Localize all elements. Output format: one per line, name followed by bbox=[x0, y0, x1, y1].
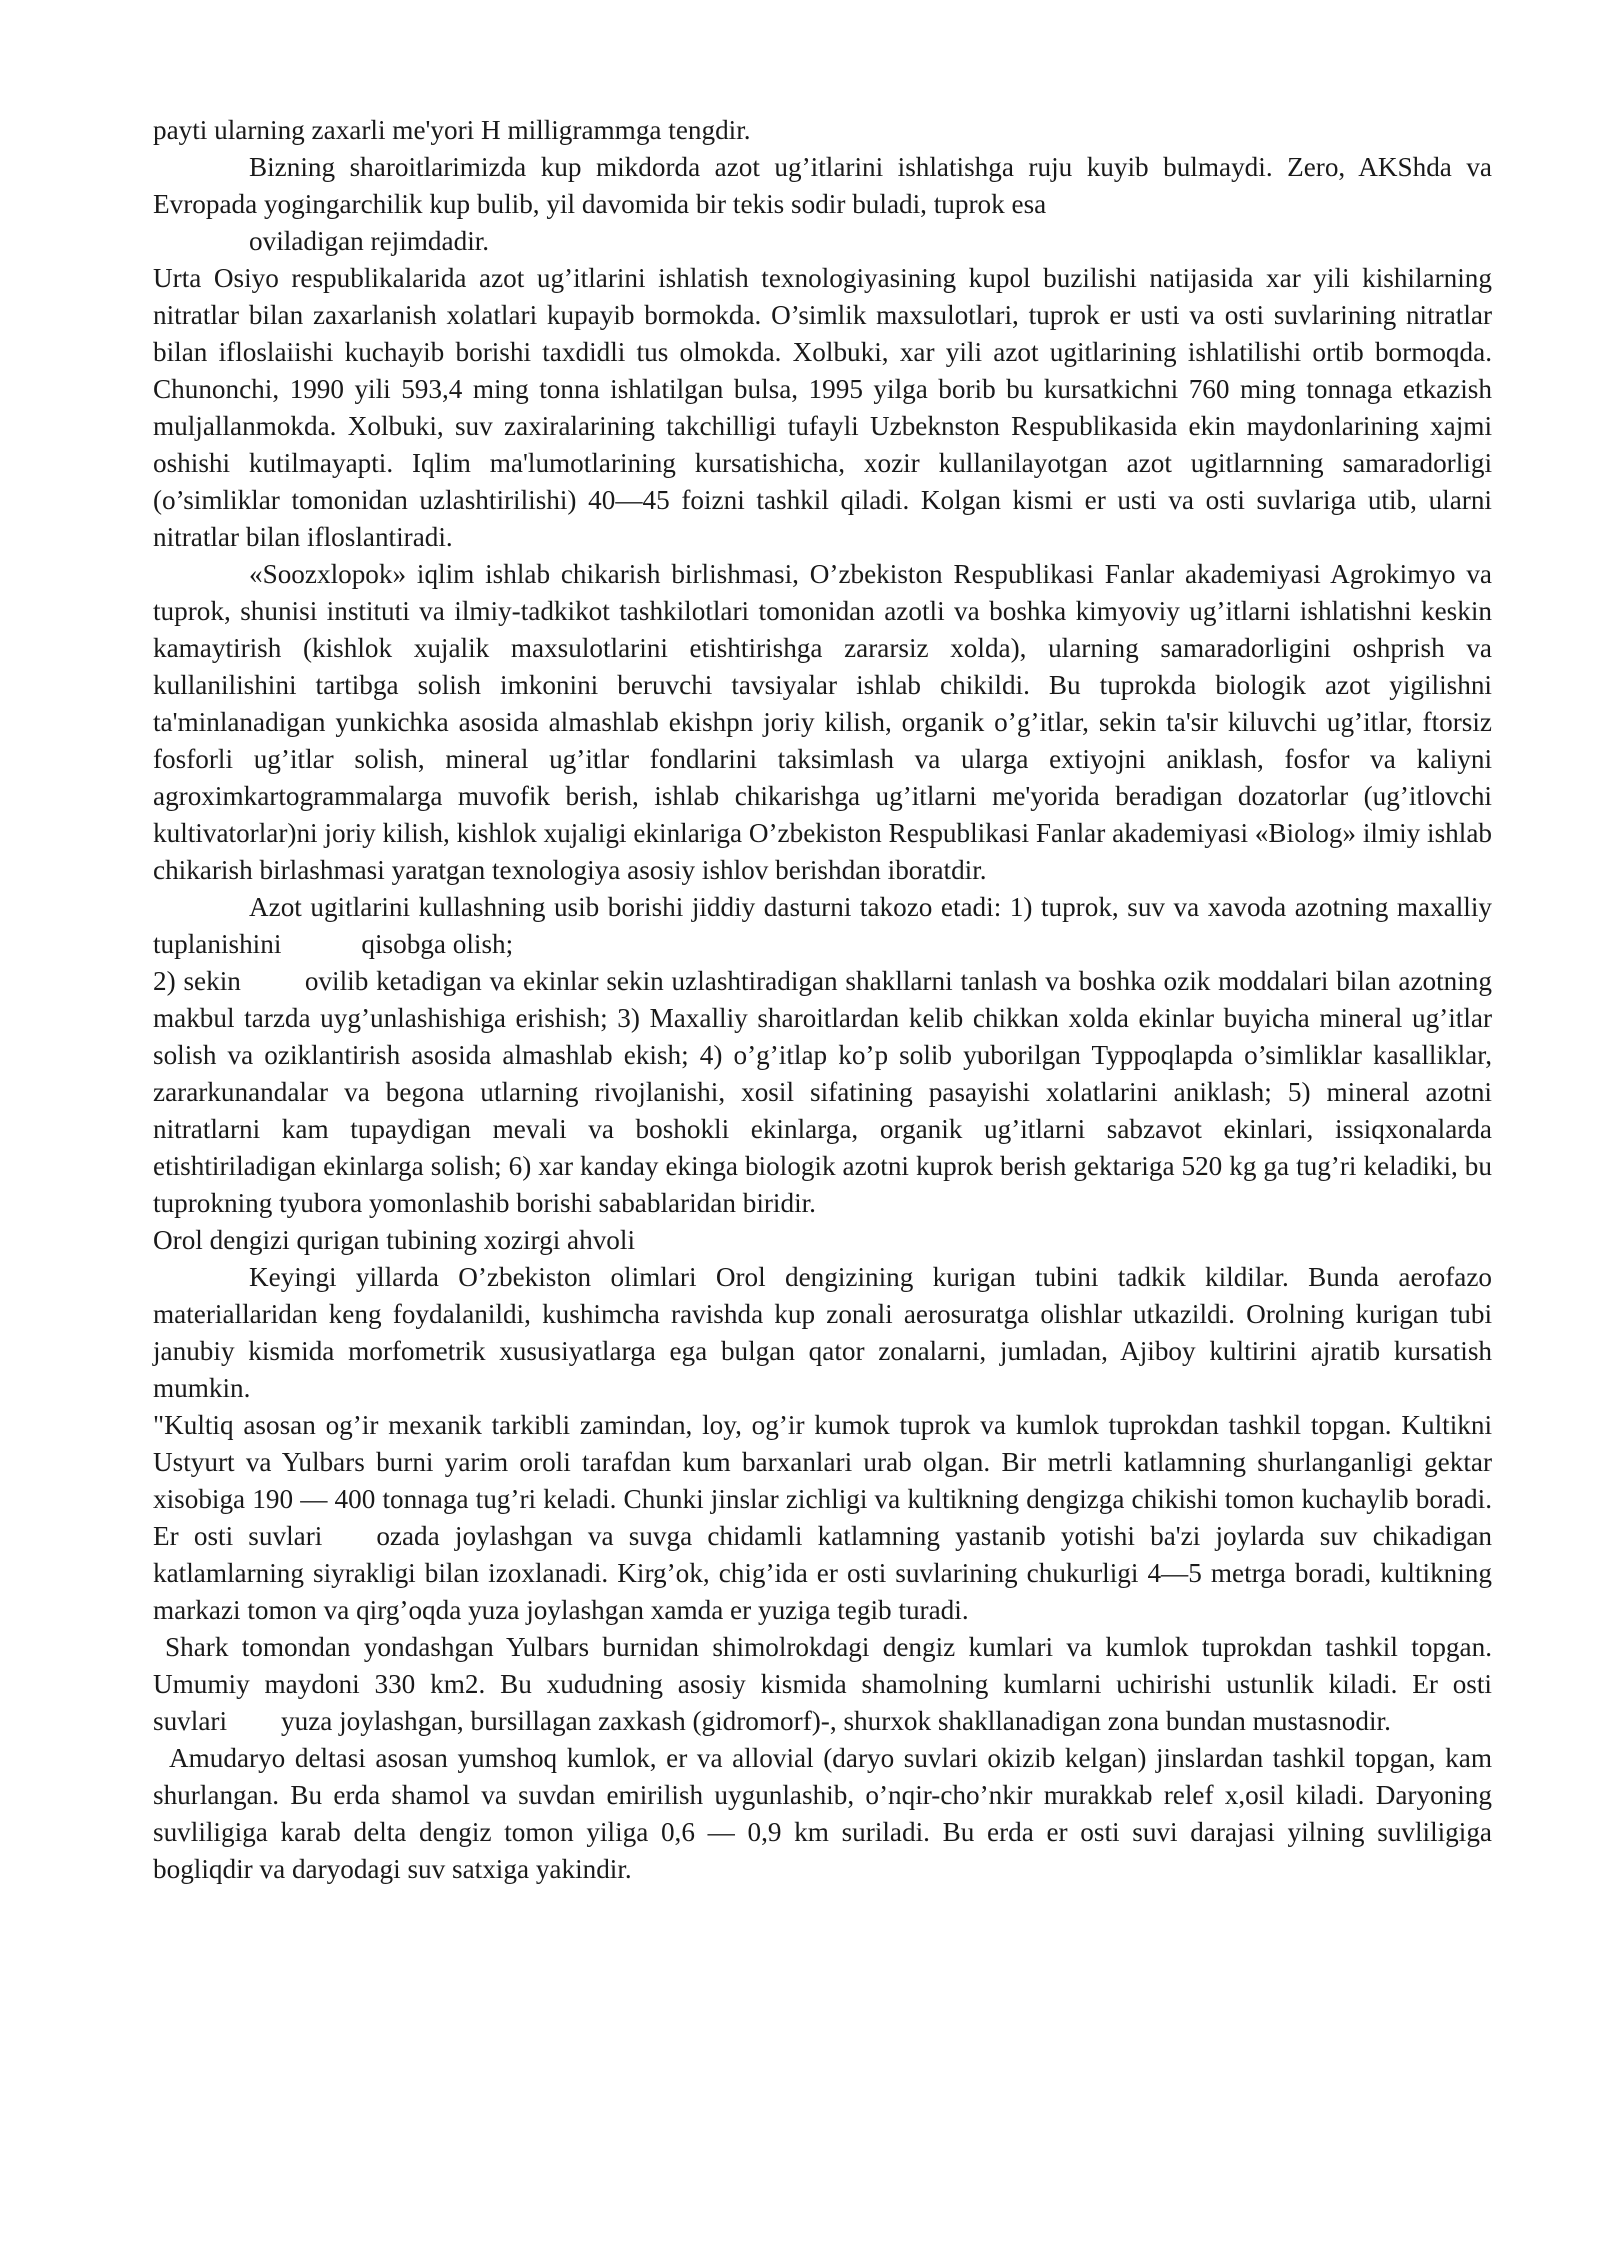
paragraph: payti ularning zaxarli me'yori H milligrammga tengdir. bbox=[153, 115, 751, 145]
paragraph: oviladigan rejimdadir. bbox=[249, 226, 490, 256]
text-span: ovilib ketadigan va ekinlar sekin uzlashtiradigan shakllarni tanlash va boshka ozik moddalari bilan azotning makbul tarzda uyg’unlashishiga erishish; 3) Maxalliy sharoitlardan kelib chikkan xolda ekinlar buyicha mineral ug’itlar solish va oziklantirish asosida almashlab ekish; 4) o’g’itlap ko’p solib yuborilgan Typpoqlapda o’simliklar kasalliklar, zararkunandalar va begona utlarning rivojlanishi, xosil sifatining pasayishi xolatlarini aniklash; 5) mineral azotni nitratlarni kam tupaydigan mevali va boshokli ekinlarga, organik ug’itlarni sabzavot ekinlari, issiqxonalarda etishtiriladigan ekinlarga solish; 6) xar kanday ekinga biologik azotni kuprok berish gektariga 520 kg ga tug’ri keladiki, bu tuprokning tyubora yomonlashib borishi sabablaridan biridir. bbox=[153, 966, 1492, 1218]
paragraph bbox=[153, 1629, 1492, 1740]
section-heading: Orol dengizi qurigan tubining xozirgi ahvoli bbox=[153, 1225, 635, 1255]
paragraph bbox=[153, 1407, 1492, 1629]
paragraph bbox=[153, 963, 1492, 1222]
document-page bbox=[153, 112, 1492, 1888]
text-span: ozada joylashgan va suvga chidamli katlamning yastanib yotishi ba'zi joylarda suv chikadigan katlamlarning siyrakligi bilan izoxlanadi. Kirg’ok, chig’ida er osti suvlarining chukurligi 4—5 metrga boradi, kultikning markazi tomon va qirg’oqda yuza joylashgan xamda er yuziga tegib turadi. bbox=[153, 1521, 1492, 1625]
paragraph: Urta Osiyo respublikalarida azot ug’itlarini ishlatish texnologiyasining kupol buzilishi natijasida xar yili kishilarning nitratlar bilan zaxarlanish xolatlari kupayib bormokda. O’simlik maxsulotlari, tuprok er usti va osti suvlarining nitratlar bilan ifloslaiishi kuchayib borishi taxdidli tus olmokda. Xolbuki, xar yili azot ugitlarining ishlatilishi ortib bormoqda. Chunonchi, 1990 yili 593,4 ming tonna ishlatilgan bulsa, 1995 yilga borib bu kursatkichni 760 ming tonnaga etkazish muljallanmokda. Xolbuki, suv zaxiralarining takchilligi tufayli Uzbeknston Respublikasida ekin maydonlarining xajmi oshishi kutilmayapti. Iqlim ma'lumotlarining kursatishicha, xozir kullanilayotgan azot ugitlarnning samaradorligi (o’simliklar tomonidan uzlashtirilishi) 40—45 foizni tashkil qiladi. Kolgan kismi er usti va osti suvlariga utib, ularni nitratlar bilan ifloslantiradi. bbox=[153, 263, 1492, 552]
paragraph: Amudaryo deltasi asosan yumshoq kumlok, er va allovial (daryo suvlari okizib kelgan) jinslardan tashkil topgan, kam shurlangan. Bu erda shamol va suvdan emirilish uygunlashib, o’nqir-cho’nkir murakkab relef x,osil kiladi. Daryoning suvliligiga karab delta dengiz tomon yiliga 0,6 — 0,9 km suriladi. Bu erda er osti suvi darajasi yilning suvliligiga bogliqdir va daryodagi suv satxiga yakindir. bbox=[153, 1743, 1492, 1884]
paragraph: «Soozxlopok» iqlim ishlab chikarish birlishmasi, O’zbekiston Respublikasi Fanlar akademiyasi Agrokimyo va tuprok, shunisi instituti va ilmiy-tadkikot tashkilotlari tomonidan azotli va boshka kimyoviy ug’itlarni ishlatishni keskin kamaytirish (kishlok xujalik maxsulotlarini etishtirishga zararsiz xolda), ularning samaradorligini oshprish va kullanilishini tartibga solish imkonini beruvchi tavsiyalar ishlab chikildi. Bu tuprokda biologik azot yigilishni ta'minlanadigan yunkichka asosida almashlab ekishpn joriy kilish, organik o’g’itlar, sekin ta'sir kiluvchi ug’itlar, ftorsiz fosforli ug’itlar solish, mineral ug’itlar fondlarini taksimlash va ularga extiyojni aniklash, fosfor va kaliyni agroximkartogrammalarga muvofik berish, ishlab chikarishga ug’itlarni me'yorida beradigan dozatorlar (ug’itlovchi kultivatorlar)ni joriy kilish, kishlok xujaligi ekinlariga O’zbekiston Respublikasi Fanlar akademiyasi «Biolog» ilmiy ishlab chikarish birlashmasi yaratgan texnologiya asosiy ishlov berishdan iboratdir. bbox=[153, 559, 1492, 885]
paragraph: Keyingi yillarda O’zbekiston olimlari Orol dengizining kurigan tubini tadkik kildilar. Bunda aerofazo materiallaridan keng foydalanildi, kushimcha ravishda kup zonali aerosuratga olishlar utkazildi. Orolning kurigan tubi janubiy kismida morfometrik xususiyatlarga ega bulgan qator zonalarni, jumladan, Ajiboy kultirini ajratib kursatish mumkin. bbox=[153, 1262, 1492, 1403]
paragraph bbox=[153, 889, 1492, 963]
text-span: 2) sekin bbox=[153, 966, 241, 996]
paragraph: Bizning sharoitlarimizda kup mikdorda azot ug’itlarini ishlatishga ruju kuyib bulmaydi. Zero, AKShda va Evropada yogingarchilik kup bulib, yil davomida bir tekis sodir buladi, tuprok esa bbox=[153, 152, 1492, 219]
text-span: Azot ugitlarini kullashning usib borishi jiddiy dasturni takozo etadi: 1) tuprok, suv va xavoda azotning maxalliy tuplanishini bbox=[153, 892, 1492, 959]
text-span: "Kultiq asosan og’ir mexanik tarkibli zamindan, loy, og’ir kumok tuprok va kumlok tuprokdan tashkil topgan. Kultikni Ustyurt va Yulbars burni yarim oroli tarafdan kum barxanlari urab olgan. Bir metrli katlamning shurlanganligi gektar xisobiga 190 — 400 tonnaga tug’ri keladi. Chunki jinslar zichligi va kultikning dengizga chikishi tomon kuchaylib boradi. Er osti suvlari bbox=[153, 1410, 1492, 1551]
text-span: yuza joylashgan, bursillagan zaxkash (gidromorf)-, shurxok shakllanadigan zona bundan mustasnodir. bbox=[281, 1706, 1391, 1736]
text-span: Shark tomondan yondashgan Yulbars burnidan shimolrokdagi dengiz kumlari va kumlok tuprokdan tashkil topgan. Umumiy maydoni 330 km2. Bu xududning asosiy kismida shamolning kumlarni uchirishi ustunlik kiladi. Er osti suvlari bbox=[153, 1632, 1492, 1736]
text-span: qisobga olish; bbox=[361, 929, 514, 959]
